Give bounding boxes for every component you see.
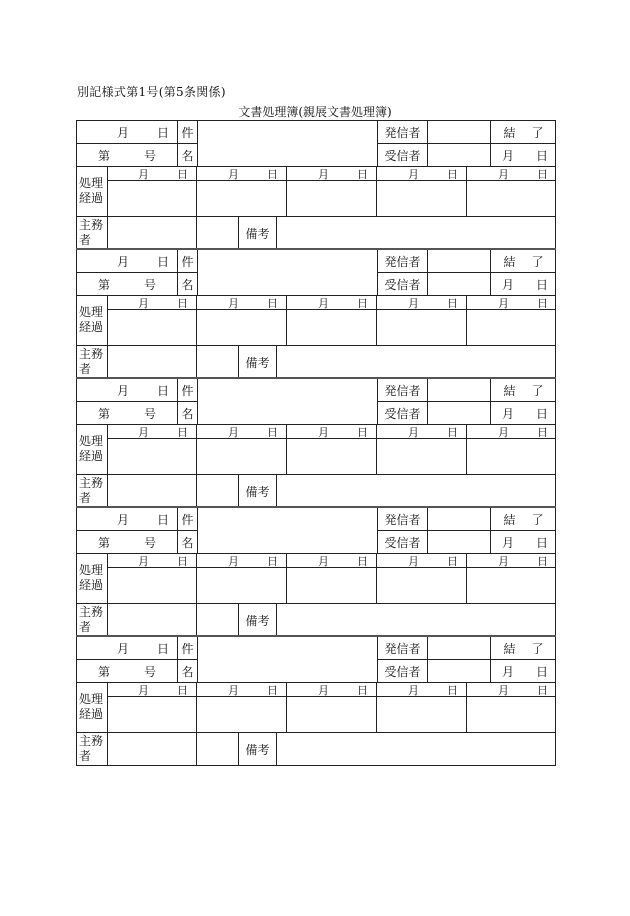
person-label-line1: 主務 bbox=[79, 218, 104, 232]
completion-char-1: 結 bbox=[503, 512, 516, 527]
process-note-4[interactable] bbox=[376, 567, 466, 603]
month-label: 月 bbox=[498, 554, 509, 568]
day-label: 日 bbox=[537, 425, 548, 439]
remarks-field[interactable] bbox=[276, 732, 556, 765]
receiver-field[interactable] bbox=[427, 143, 490, 166]
document-number-field[interactable] bbox=[76, 143, 177, 166]
number-prefix: 第 bbox=[97, 535, 110, 550]
subject-label-bottom: 名 bbox=[177, 143, 197, 166]
subject-field[interactable] bbox=[197, 378, 377, 424]
process-note-1[interactable] bbox=[107, 567, 196, 603]
completion-label bbox=[490, 507, 556, 530]
person-in-charge-label bbox=[76, 732, 107, 765]
process-label-line1: 処理 bbox=[79, 563, 104, 577]
day-label: 日 bbox=[177, 296, 188, 310]
completion-date-field[interactable] bbox=[490, 659, 556, 682]
receiver-field[interactable] bbox=[427, 272, 490, 295]
number-suffix: 号 bbox=[144, 148, 157, 163]
form-title: 文書処理簿(親展文書処理簿) bbox=[238, 105, 392, 119]
completion-label bbox=[490, 636, 556, 659]
process-date-4[interactable] bbox=[376, 682, 466, 696]
person-in-charge-field[interactable] bbox=[107, 216, 196, 249]
person-in-charge-label bbox=[76, 216, 107, 249]
process-note-2[interactable] bbox=[196, 567, 286, 603]
process-note-3[interactable] bbox=[286, 696, 376, 732]
day-label: 日 bbox=[177, 167, 188, 181]
month-label: 月 bbox=[498, 683, 509, 697]
process-note-2[interactable] bbox=[196, 309, 286, 345]
number-prefix: 第 bbox=[97, 664, 110, 679]
day-label: 日 bbox=[537, 167, 548, 181]
process-date-1[interactable] bbox=[107, 295, 196, 309]
process-note-4[interactable] bbox=[376, 438, 466, 474]
register-entry bbox=[76, 378, 556, 507]
subject-field[interactable] bbox=[197, 636, 377, 682]
month-label: 月 bbox=[228, 425, 239, 439]
day-label: 日 bbox=[267, 554, 278, 568]
process-label bbox=[76, 424, 107, 474]
entry-separator bbox=[76, 635, 556, 637]
document-number-field[interactable] bbox=[76, 530, 177, 553]
received-date-field[interactable] bbox=[76, 249, 177, 272]
remarks-label: 備考 bbox=[238, 345, 276, 378]
month-label: 月 bbox=[318, 554, 329, 568]
table-right-border bbox=[555, 120, 556, 249]
process-date-4[interactable] bbox=[376, 166, 466, 180]
receiver-field[interactable] bbox=[427, 659, 490, 682]
received-date-field[interactable] bbox=[76, 636, 177, 659]
month-label: 月 bbox=[501, 664, 514, 679]
remarks-field[interactable] bbox=[276, 603, 556, 636]
document-number-field[interactable] bbox=[76, 272, 177, 295]
process-date-3[interactable] bbox=[286, 295, 376, 309]
month-label: 月 bbox=[138, 554, 149, 568]
table-right-border bbox=[555, 249, 556, 378]
process-label bbox=[76, 682, 107, 732]
month-label: 月 bbox=[408, 167, 419, 181]
process-note-3[interactable] bbox=[286, 567, 376, 603]
subject-label-bottom: 名 bbox=[177, 530, 197, 553]
month-label: 月 bbox=[501, 535, 514, 550]
subject-label-top: 件 bbox=[177, 378, 197, 401]
process-note-5[interactable] bbox=[466, 438, 556, 474]
entry-separator bbox=[76, 506, 556, 508]
subject-label-bottom: 名 bbox=[177, 272, 197, 295]
process-date-5[interactable] bbox=[466, 166, 556, 180]
month-label: 月 bbox=[318, 425, 329, 439]
process-date-5[interactable] bbox=[466, 682, 556, 696]
completion-char-2: 了 bbox=[531, 125, 544, 140]
sender-field[interactable] bbox=[427, 120, 490, 143]
completion-date-field[interactable] bbox=[490, 143, 556, 166]
person-label-line2: 者 bbox=[79, 233, 92, 247]
day-label: 日 bbox=[357, 554, 368, 568]
person-label-line1: 主務 bbox=[79, 476, 104, 490]
process-label-line2: 経過 bbox=[79, 578, 104, 592]
person-label-line2: 者 bbox=[79, 620, 92, 634]
process-date-2[interactable] bbox=[196, 424, 286, 438]
completion-label bbox=[490, 378, 556, 401]
process-date-4[interactable] bbox=[376, 553, 466, 567]
day-label: 日 bbox=[267, 683, 278, 697]
day-label: 日 bbox=[156, 125, 169, 140]
process-date-5[interactable] bbox=[466, 424, 556, 438]
process-note-5[interactable] bbox=[466, 696, 556, 732]
subject-label-top: 件 bbox=[177, 636, 197, 659]
sender-field[interactable] bbox=[427, 249, 490, 272]
day-label: 日 bbox=[537, 683, 548, 697]
day-label: 日 bbox=[177, 554, 188, 568]
day-label: 日 bbox=[267, 296, 278, 310]
receiver-label: 受信者 bbox=[377, 659, 427, 682]
process-date-1[interactable] bbox=[107, 166, 196, 180]
process-date-5[interactable] bbox=[466, 295, 556, 309]
completion-char-2: 了 bbox=[531, 383, 544, 398]
day-label: 日 bbox=[177, 425, 188, 439]
gap-cell bbox=[196, 603, 238, 636]
sender-field[interactable] bbox=[427, 378, 490, 401]
remarks-field[interactable] bbox=[276, 474, 556, 507]
month-label: 月 bbox=[501, 148, 514, 163]
person-in-charge-field[interactable] bbox=[107, 732, 196, 765]
number-suffix: 号 bbox=[144, 664, 157, 679]
completion-date-field[interactable] bbox=[490, 401, 556, 424]
process-note-5[interactable] bbox=[466, 567, 556, 603]
process-label-line2: 経過 bbox=[79, 707, 104, 721]
entry-separator bbox=[76, 377, 556, 379]
process-date-4[interactable] bbox=[376, 295, 466, 309]
process-note-2[interactable] bbox=[196, 696, 286, 732]
form-reference: 別記様式第1号(第5条関係) bbox=[77, 85, 226, 99]
register-entry bbox=[76, 249, 556, 378]
month-label: 月 bbox=[498, 296, 509, 310]
process-note-4[interactable] bbox=[376, 309, 466, 345]
month-label: 月 bbox=[318, 683, 329, 697]
day-label: 日 bbox=[537, 554, 548, 568]
table-bottom-border bbox=[76, 765, 556, 766]
number-prefix: 第 bbox=[97, 406, 110, 421]
remarks-label: 備考 bbox=[238, 732, 276, 765]
month-label: 月 bbox=[498, 167, 509, 181]
process-date-1[interactable] bbox=[107, 682, 196, 696]
process-label-line2: 経過 bbox=[79, 449, 104, 463]
completion-label bbox=[490, 120, 556, 143]
day-label: 日 bbox=[537, 296, 548, 310]
completion-char-1: 結 bbox=[503, 254, 516, 269]
sender-label: 発信者 bbox=[377, 249, 427, 272]
table-right-border bbox=[555, 636, 556, 765]
subject-label-top: 件 bbox=[177, 120, 197, 143]
day-label: 日 bbox=[535, 148, 548, 163]
subject-field[interactable] bbox=[197, 120, 377, 166]
subject-label-bottom: 名 bbox=[177, 659, 197, 682]
number-suffix: 号 bbox=[144, 535, 157, 550]
remarks-label: 備考 bbox=[238, 474, 276, 507]
month-label: 月 bbox=[116, 641, 129, 656]
day-label: 日 bbox=[357, 296, 368, 310]
day-label: 日 bbox=[447, 296, 458, 310]
person-label-line2: 者 bbox=[79, 749, 92, 763]
person-in-charge-field[interactable] bbox=[107, 603, 196, 636]
process-label bbox=[76, 553, 107, 603]
completion-char-2: 了 bbox=[531, 254, 544, 269]
day-label: 日 bbox=[535, 406, 548, 421]
day-label: 日 bbox=[535, 664, 548, 679]
day-label: 日 bbox=[447, 683, 458, 697]
day-label: 日 bbox=[156, 512, 169, 527]
subject-label-top: 件 bbox=[177, 507, 197, 530]
month-label: 月 bbox=[501, 406, 514, 421]
process-date-1[interactable] bbox=[107, 553, 196, 567]
completion-char-1: 結 bbox=[503, 125, 516, 140]
document-number-field[interactable] bbox=[76, 401, 177, 424]
register-table bbox=[76, 120, 556, 765]
day-label: 日 bbox=[156, 641, 169, 656]
completion-char-2: 了 bbox=[531, 641, 544, 656]
process-note-3[interactable] bbox=[286, 180, 376, 216]
completion-date-field[interactable] bbox=[490, 530, 556, 553]
month-label: 月 bbox=[408, 425, 419, 439]
number-prefix: 第 bbox=[97, 277, 110, 292]
process-note-1[interactable] bbox=[107, 696, 196, 732]
person-in-charge-label bbox=[76, 345, 107, 378]
process-date-2[interactable] bbox=[196, 682, 286, 696]
process-date-2[interactable] bbox=[196, 553, 286, 567]
remarks-label: 備考 bbox=[238, 216, 276, 249]
sender-label: 発信者 bbox=[377, 120, 427, 143]
process-date-5[interactable] bbox=[466, 553, 556, 567]
process-date-3[interactable] bbox=[286, 166, 376, 180]
subject-label-bottom: 名 bbox=[177, 401, 197, 424]
day-label: 日 bbox=[357, 167, 368, 181]
sender-label: 発信者 bbox=[377, 378, 427, 401]
receiver-label: 受信者 bbox=[377, 530, 427, 553]
day-label: 日 bbox=[156, 254, 169, 269]
subject-field[interactable] bbox=[197, 249, 377, 295]
process-note-4[interactable] bbox=[376, 180, 466, 216]
process-label bbox=[76, 295, 107, 345]
remarks-field[interactable] bbox=[276, 216, 556, 249]
process-label-line2: 経過 bbox=[79, 320, 104, 334]
month-label: 月 bbox=[138, 425, 149, 439]
table-right-border bbox=[555, 378, 556, 507]
month-label: 月 bbox=[138, 296, 149, 310]
month-label: 月 bbox=[228, 167, 239, 181]
gap-cell bbox=[196, 216, 238, 249]
process-label-line1: 処理 bbox=[79, 434, 104, 448]
person-label-line1: 主務 bbox=[79, 734, 104, 748]
process-date-3[interactable] bbox=[286, 553, 376, 567]
day-label: 日 bbox=[357, 425, 368, 439]
process-note-5[interactable] bbox=[466, 180, 556, 216]
process-date-2[interactable] bbox=[196, 166, 286, 180]
document-number-field[interactable] bbox=[76, 659, 177, 682]
person-label-line2: 者 bbox=[79, 491, 92, 505]
day-label: 日 bbox=[267, 167, 278, 181]
person-in-charge-field[interactable] bbox=[107, 345, 196, 378]
process-date-1[interactable] bbox=[107, 424, 196, 438]
remarks-field[interactable] bbox=[276, 345, 556, 378]
completion-char-1: 結 bbox=[503, 641, 516, 656]
day-label: 日 bbox=[177, 683, 188, 697]
month-label: 月 bbox=[501, 277, 514, 292]
sender-field[interactable] bbox=[427, 636, 490, 659]
process-note-1[interactable] bbox=[107, 180, 196, 216]
process-date-3[interactable] bbox=[286, 682, 376, 696]
completion-char-2: 了 bbox=[531, 512, 544, 527]
process-label-line2: 経過 bbox=[79, 191, 104, 205]
table-right-border bbox=[555, 507, 556, 636]
gap-cell bbox=[196, 732, 238, 765]
person-in-charge-label bbox=[76, 474, 107, 507]
month-label: 月 bbox=[138, 167, 149, 181]
receiver-field[interactable] bbox=[427, 530, 490, 553]
process-note-4[interactable] bbox=[376, 696, 466, 732]
received-date-field[interactable] bbox=[76, 378, 177, 401]
receiver-field[interactable] bbox=[427, 401, 490, 424]
month-label: 月 bbox=[408, 554, 419, 568]
process-date-3[interactable] bbox=[286, 424, 376, 438]
remarks-label: 備考 bbox=[238, 603, 276, 636]
sender-field[interactable] bbox=[427, 507, 490, 530]
day-label: 日 bbox=[535, 535, 548, 550]
process-note-3[interactable] bbox=[286, 309, 376, 345]
day-label: 日 bbox=[535, 277, 548, 292]
day-label: 日 bbox=[447, 425, 458, 439]
month-label: 月 bbox=[116, 383, 129, 398]
month-label: 月 bbox=[408, 296, 419, 310]
receiver-label: 受信者 bbox=[377, 272, 427, 295]
completion-date-field[interactable] bbox=[490, 272, 556, 295]
day-label: 日 bbox=[447, 554, 458, 568]
day-label: 日 bbox=[357, 683, 368, 697]
day-label: 日 bbox=[267, 425, 278, 439]
month-label: 月 bbox=[228, 296, 239, 310]
completion-label bbox=[490, 249, 556, 272]
month-label: 月 bbox=[116, 254, 129, 269]
register-entry bbox=[76, 636, 556, 765]
person-in-charge-field[interactable] bbox=[107, 474, 196, 507]
process-label bbox=[76, 166, 107, 216]
month-label: 月 bbox=[318, 296, 329, 310]
sender-label: 発信者 bbox=[377, 507, 427, 530]
number-suffix: 号 bbox=[144, 277, 157, 292]
month-label: 月 bbox=[498, 425, 509, 439]
process-label-line1: 処理 bbox=[79, 305, 104, 319]
received-date-field[interactable] bbox=[76, 507, 177, 530]
entry-separator bbox=[76, 248, 556, 250]
person-in-charge-label bbox=[76, 603, 107, 636]
subject-label-top: 件 bbox=[177, 249, 197, 272]
month-label: 月 bbox=[408, 683, 419, 697]
receiver-label: 受信者 bbox=[377, 401, 427, 424]
register-entry bbox=[76, 120, 556, 249]
gap-cell bbox=[196, 345, 238, 378]
process-date-4[interactable] bbox=[376, 424, 466, 438]
gap-cell bbox=[196, 474, 238, 507]
process-note-3[interactable] bbox=[286, 438, 376, 474]
sender-label: 発信者 bbox=[377, 636, 427, 659]
process-note-1[interactable] bbox=[107, 438, 196, 474]
completion-char-1: 結 bbox=[503, 383, 516, 398]
process-label-line1: 処理 bbox=[79, 692, 104, 706]
person-label-line1: 主務 bbox=[79, 347, 104, 361]
person-label-line1: 主務 bbox=[79, 605, 104, 619]
register-entry bbox=[76, 507, 556, 636]
day-label: 日 bbox=[156, 383, 169, 398]
day-label: 日 bbox=[447, 167, 458, 181]
month-label: 月 bbox=[318, 167, 329, 181]
process-note-5[interactable] bbox=[466, 309, 556, 345]
process-note-2[interactable] bbox=[196, 438, 286, 474]
number-prefix: 第 bbox=[97, 148, 110, 163]
process-note-2[interactable] bbox=[196, 180, 286, 216]
process-label-line1: 処理 bbox=[79, 176, 104, 190]
month-label: 月 bbox=[228, 554, 239, 568]
received-date-field[interactable] bbox=[76, 120, 177, 143]
month-label: 月 bbox=[116, 125, 129, 140]
month-label: 月 bbox=[116, 512, 129, 527]
receiver-label: 受信者 bbox=[377, 143, 427, 166]
number-suffix: 号 bbox=[144, 406, 157, 421]
process-note-1[interactable] bbox=[107, 309, 196, 345]
month-label: 月 bbox=[228, 683, 239, 697]
subject-field[interactable] bbox=[197, 507, 377, 553]
person-label-line2: 者 bbox=[79, 362, 92, 376]
month-label: 月 bbox=[138, 683, 149, 697]
process-date-2[interactable] bbox=[196, 295, 286, 309]
